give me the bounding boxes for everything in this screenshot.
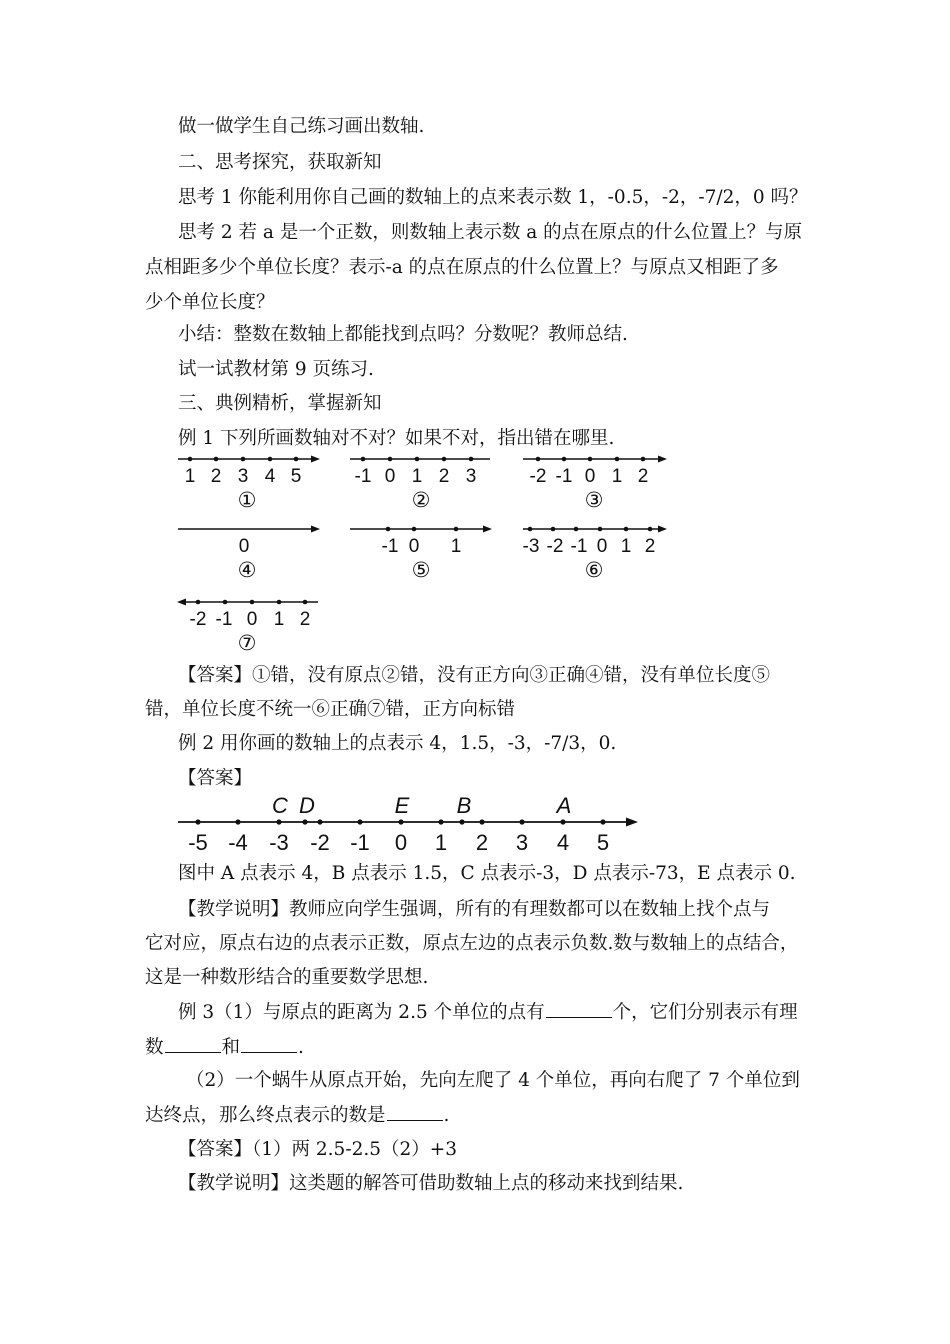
- axis-2-label: 0: [384, 466, 396, 487]
- axis-7-label: 0: [246, 609, 258, 630]
- axis-7-label: 2: [299, 609, 311, 630]
- teaching-note-2: 【教学说明】这类题的解答可借助数轴上点的移动来找到结果.: [178, 1173, 684, 1194]
- number-line-tick: 4: [556, 830, 570, 855]
- example-3-text: 数: [145, 1037, 164, 1058]
- axis-6-label: 2: [644, 536, 656, 557]
- answer-blank: [546, 999, 612, 1018]
- axis-1-label: 5: [290, 466, 302, 487]
- axis-3-label: 1: [611, 466, 623, 487]
- point-label-d: D: [299, 793, 315, 818]
- axis-7-label: 1: [273, 609, 285, 630]
- point-label-b: B: [456, 793, 472, 818]
- axis-6-label: -2: [546, 536, 564, 557]
- axis-7-number: ⑦: [237, 632, 257, 655]
- example-3-text: 个，它们分别表示有理: [612, 1002, 798, 1023]
- example-3-text: .: [298, 1037, 304, 1058]
- axis-4-label: 0: [238, 536, 250, 557]
- axis-3-label: 2: [637, 466, 649, 487]
- axis-1-label: 1: [184, 466, 196, 487]
- axis-3-label: 0: [584, 466, 596, 487]
- axis-1-label: 3: [237, 466, 249, 487]
- axis-5: [350, 526, 492, 583]
- number-line-tick: 3: [515, 830, 529, 855]
- axis-2-label: 3: [465, 466, 477, 487]
- axis-2-number: ②: [411, 489, 431, 512]
- axis-7-label: -1: [215, 609, 233, 630]
- axis-5-number: ⑤: [411, 559, 431, 582]
- section-heading-3: 三、典例精析，掌握新知: [178, 393, 382, 414]
- example-3-part-2-line-2: [145, 1102, 449, 1129]
- example-3-text: 和: [221, 1037, 241, 1058]
- summary: 小结：整数在数轴上都能找到点吗？分数呢？教师总结.: [178, 324, 628, 345]
- point-label-e: E: [394, 793, 410, 818]
- example-2-title: 例 2 用你画的数轴上的点表示 4，1.5，-3，-7/3，0.: [178, 733, 617, 754]
- axis-1-label: 2: [210, 466, 222, 487]
- axis-2-label: -1: [354, 466, 372, 487]
- number-line-tick: -3: [269, 830, 289, 855]
- axis-1-number: ①: [237, 489, 257, 512]
- answer-blank: [165, 1034, 221, 1053]
- axis-6-label: -3: [522, 536, 540, 557]
- axis-5-label: 0: [408, 536, 420, 557]
- axis-7-label: -2: [189, 609, 207, 630]
- number-line-tick: -2: [310, 830, 330, 855]
- axis-2-label: 2: [438, 466, 450, 487]
- answer-2-text: 图中 A 点表示 4，B 点表示 1.5，C 点表示-3，D 点表示-73，E 点表示 0.: [178, 863, 796, 884]
- answer-1-line-1: 【答案】①错，没有原点②错，没有正方向③正确④错，没有单位长度⑤: [178, 665, 771, 686]
- example-3-text: 达终点，那么终点表示的数是: [145, 1105, 386, 1126]
- answer-3: 【答案】（1）两 2.5-2.5（2）+3: [178, 1139, 458, 1160]
- teaching-note-1-line-1: 【教学说明】教师应向学生强调，所有的有理数都可以在数轴上找个点与: [178, 899, 771, 920]
- teaching-note-1-line-2: 它对应，原点右边的点表示正数，原点左边的点表示负数.数与数轴上的点结合，: [145, 933, 799, 954]
- axis-4: [178, 526, 320, 583]
- think-1: 思考 1 你能利用你自己画的数轴上的点来表示数 1，-0.5，-2，-7/2，0 吗？: [178, 187, 808, 208]
- example-3-text: .: [443, 1105, 450, 1126]
- axis-4-number: ④: [237, 559, 257, 582]
- axis-3-number: ③: [584, 489, 604, 512]
- axis-7: [177, 599, 318, 656]
- axis-3-label: -1: [555, 466, 573, 487]
- example-3-part-2-line-1: （2）一个蜗牛从原点开始，先向左爬了 4 个单位，再向右爬了 7 个单位到: [186, 1070, 800, 1091]
- number-line-tick: -4: [228, 830, 248, 855]
- axis-1: [178, 456, 320, 513]
- teaching-note-1-line-3: 这是一种数形结合的重要数学思想.: [145, 967, 429, 988]
- think-2-line-3: 少个单位长度？: [145, 292, 275, 313]
- axis-2-label: 1: [411, 466, 423, 487]
- text-line-1: 做一做学生自己练习画出数轴.: [178, 116, 425, 137]
- try-it: 试一试教材第 9 页练习.: [178, 359, 374, 380]
- number-line-tick: -1: [350, 830, 370, 855]
- axis-6-label: 0: [596, 536, 608, 557]
- answer-blank: [387, 1102, 443, 1121]
- number-line-tick: 1: [434, 830, 448, 855]
- number-line-tick: 2: [475, 830, 489, 855]
- axis-2: [350, 457, 490, 512]
- axis-3-label: -2: [529, 466, 547, 487]
- point-label-a: A: [556, 793, 572, 818]
- number-line-tick: 0: [394, 830, 408, 855]
- example-3-part-1-line-2: [145, 1034, 304, 1061]
- example-2-number-line: [178, 793, 638, 855]
- axis-6: [523, 526, 667, 583]
- point-label-c: C: [272, 793, 288, 818]
- axis-6-label: -1: [570, 536, 588, 557]
- example-3-text: 例 3（1）与原点的距离为 2.5 个单位的点有: [178, 1002, 545, 1023]
- axis-1-label: 4: [264, 466, 276, 487]
- number-line-tick: -5: [188, 830, 208, 855]
- number-line-tick: 5: [596, 830, 610, 855]
- axis-5-label: -1: [381, 536, 399, 557]
- axis-6-number: ⑥: [584, 559, 604, 582]
- axis-5-label: 1: [450, 536, 462, 557]
- answer-2-label: 【答案】: [178, 768, 253, 789]
- answer-1-line-2: 错，单位长度不统一⑥正确⑦错，正方向标错: [145, 699, 516, 720]
- example-3-part-1-line-1: [178, 999, 798, 1026]
- section-heading-2: 二、思考探究，获取新知: [178, 152, 382, 173]
- think-2-line-1: 思考 2 若 a 是一个正数，则数轴上表示数 a 的点在原点的什么位置上？与原: [178, 222, 803, 243]
- think-2-line-2: 点相距多少个单位长度？表示-a 的点在原点的什么位置上？与原点又相距了多: [145, 257, 779, 278]
- answer-blank: [241, 1034, 297, 1053]
- axis-6-label: 1: [620, 536, 632, 557]
- axis-3: [523, 456, 667, 513]
- example-1-title: 例 1 下列所画数轴对不对？如果不对，指出错在哪里.: [178, 428, 615, 449]
